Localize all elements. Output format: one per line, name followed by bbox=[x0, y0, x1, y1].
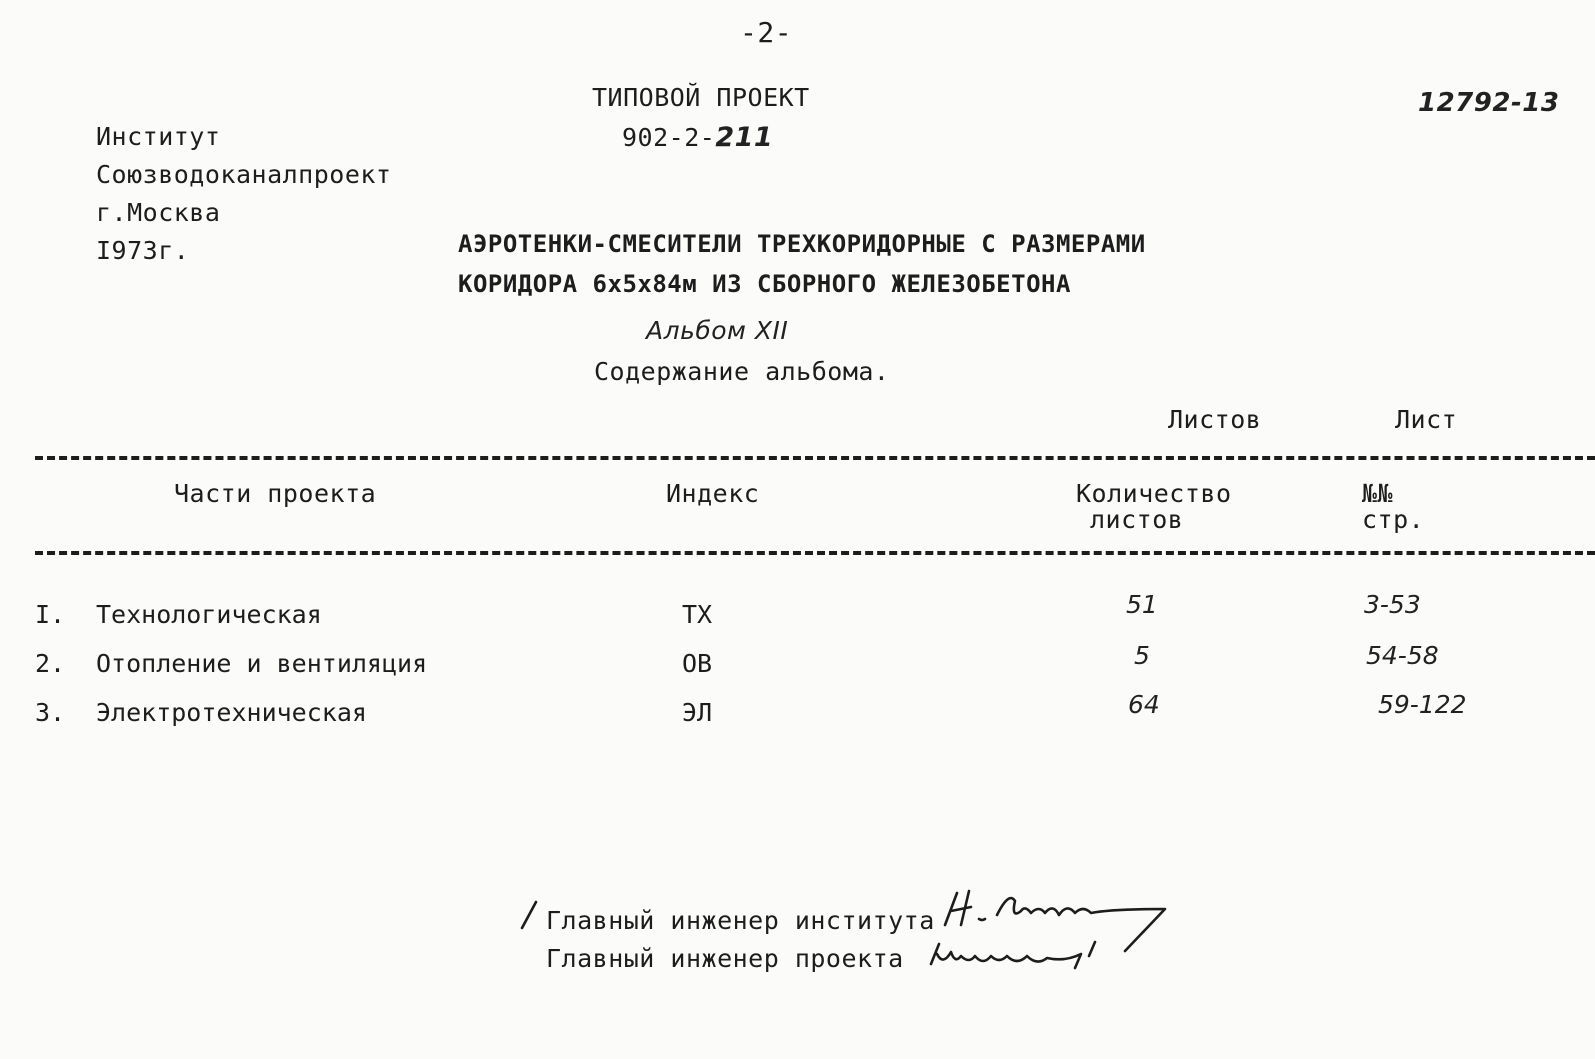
city: г.Москва bbox=[96, 198, 221, 227]
album-label: Альбом XII bbox=[646, 316, 789, 345]
header-page-line-2: стр. bbox=[1362, 505, 1425, 534]
signature-project bbox=[925, 938, 1115, 978]
row-index: ЭЛ bbox=[682, 698, 713, 727]
year: I973г. bbox=[96, 236, 190, 265]
row-index: ТХ bbox=[682, 600, 713, 629]
table-header-divider bbox=[35, 551, 1595, 555]
row-pages: 54-58 bbox=[1366, 641, 1439, 670]
table-row bbox=[0, 690, 1595, 738]
signature-mark-left bbox=[516, 896, 546, 936]
row-number: I. bbox=[35, 600, 66, 629]
row-part: Электротехническая bbox=[96, 698, 367, 727]
header-count-line-2: листов bbox=[1090, 505, 1184, 534]
row-part: Отопление и вентиляция bbox=[96, 649, 428, 678]
row-number: 3. bbox=[35, 698, 66, 727]
row-count: 51 bbox=[1126, 590, 1158, 619]
page-number: -2- bbox=[740, 16, 793, 49]
row-index: ОВ bbox=[682, 649, 713, 678]
header-part: Части проекта bbox=[174, 479, 377, 508]
project-number bbox=[622, 122, 773, 153]
row-count: 5 bbox=[1134, 641, 1150, 670]
chief-engineer-institute-label: Главный инженер института bbox=[546, 906, 935, 935]
project-type: ТИПОВОЙ ПРОЕКТ bbox=[592, 83, 810, 112]
row-part: Технологическая bbox=[96, 600, 322, 629]
institute-label: Институт bbox=[96, 122, 221, 151]
project-number-typed: 902-2- bbox=[622, 123, 716, 152]
contents-heading: Содержание альбома. bbox=[594, 357, 890, 386]
row-count: 64 bbox=[1128, 690, 1160, 719]
title-line-2: КОРИДОРА 6х5х84м ИЗ СБОРНОГО ЖЕЛЕЗОБЕТОНА bbox=[458, 270, 1071, 298]
header-page-line-1: №№ bbox=[1362, 479, 1394, 508]
row-pages: 3-53 bbox=[1364, 590, 1421, 619]
super-header-sheets: Листов bbox=[1168, 405, 1262, 434]
institute-name: Союзводоканалпроект bbox=[96, 160, 392, 189]
title-line-1: АЭРОТЕНКИ-СМЕСИТЕЛИ ТРЕХКОРИДОРНЫЕ С РАЗМЕРАМИ bbox=[458, 230, 1146, 258]
row-number: 2. bbox=[35, 649, 66, 678]
table-top-divider bbox=[35, 456, 1595, 460]
signature-institute bbox=[935, 885, 1175, 935]
row-pages: 59-122 bbox=[1378, 690, 1467, 719]
chief-engineer-project-label: Главный инженер проекта bbox=[546, 944, 904, 973]
super-header-sheet: Лист bbox=[1395, 405, 1458, 434]
table-row bbox=[0, 641, 1595, 689]
table-row bbox=[0, 590, 1595, 640]
project-number-handwritten: 211 bbox=[715, 122, 774, 153]
document-code: 12792-13 bbox=[1418, 88, 1560, 118]
header-count-line-1: Количество bbox=[1076, 479, 1232, 508]
header-index: Индекс bbox=[666, 479, 760, 508]
